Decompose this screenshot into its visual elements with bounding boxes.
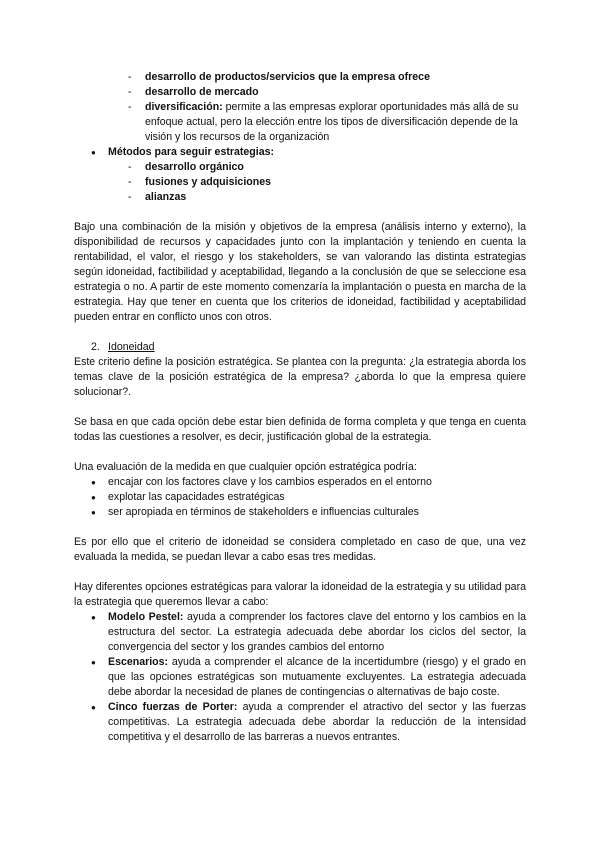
list-item: ● explotar las capacidades estratégicas — [91, 490, 526, 505]
methods-list — [74, 145, 526, 160]
methods-sublist — [74, 160, 526, 205]
list-item: ● ser apropiada en términos de stakeholders e influencias culturales — [91, 505, 526, 520]
tool-text: ayuda a comprender el atractivo del sector y las fuerzas competitivas. La estrategia adecuada debe abordar la reducción de la intensidad competitiva y el desarrollo de las barreras a nuevos entrantes. — [108, 701, 526, 743]
evaluation-list — [74, 475, 526, 520]
methods-label: Métodos para seguir estrategias: — [108, 146, 275, 158]
evaluation-intro: Una evaluación de la medida en que cualquier opción estratégica podría: — [74, 461, 417, 473]
list-item — [128, 175, 526, 190]
tool-text: ayuda a comprender el alcance de la incertidumbre (riesgo) y el grado en que las opciones estratégicas son mutuamente excluyentes. La estrategia adecuada debe abordar la necesidad de planes de contingencias o alternativas de bajo coste. — [108, 656, 526, 698]
list-item — [128, 100, 526, 145]
criterion-paragraph: Este criterio define la posición estratégica. Se plantea con la pregunta: ¿la estrategia aborda los temas clave de la posición estratégica de la empresa? ¿aborda lo que la empresa quiere solucionar?. — [74, 356, 526, 398]
section-title: Idoneidad — [108, 341, 155, 353]
complete-paragraph: Es por ello que el criterio de idoneidad se considera completado en caso de que, una vez evaluada la medida, se puedan llevar a cabo esas tres medidas. — [74, 536, 526, 563]
tool-label: Modelo Pestel: — [108, 611, 184, 623]
intro-paragraph: Bajo una combinación de la misión y objetivos de la empresa (análisis interno y externo), la disponibilidad de recursos y capacidades junto con la implantación y teniendo en cuenta la rentabilidad, el valor, el riesgo y los stakeholders, se van valorando las distinta estrategias según idoneidad, factibilidad y aceptabilidad, llegando a la conclusión de que se seleccione esa estrategia o no. A partir de este momento comenzaría la implantación o puesta en marcha de la estrategia. Hay que tener en cuenta que los criterios de idoneidad, factibilidad y aceptabilidad pueden entrar en conflicto unos con otros. — [74, 221, 526, 323]
section-number: 2. — [91, 341, 100, 353]
list-item — [91, 145, 526, 160]
tools-list — [74, 610, 526, 745]
list-item — [91, 700, 526, 745]
tool-text: ayuda a comprender los factores clave del entorno y los cambios en la estructura del sector. La estrategia adecuada debe abordar los ciclos del sector, la convergencia del sector y los grandes cambios del entorno — [108, 611, 526, 653]
method-item: desarrollo orgánico — [145, 161, 244, 173]
growth-options-list — [74, 70, 526, 145]
item-label: diversificación: — [145, 101, 223, 113]
list-item — [128, 70, 526, 85]
item-label: desarrollo de mercado — [145, 86, 259, 98]
tool-label: Escenarios: — [108, 656, 169, 668]
list-item — [91, 655, 526, 700]
section-heading — [74, 340, 526, 355]
method-item: fusiones y adquisiciones — [145, 176, 271, 188]
tool-label: Cinco fuerzas de Porter: — [108, 701, 238, 713]
list-item — [128, 190, 526, 205]
list-item: ● encajar con los factores clave y los cambios esperados en el entorno — [91, 475, 526, 490]
list-item — [91, 610, 526, 655]
item-text: permite a las empresas explorar oportunidades más allá de su enfoque actual, pero la elección entre los tipos de diversificación depende de la visión y los recursos de la organización — [145, 101, 519, 143]
options-intro: Hay diferentes opciones estratégicas para valorar la idoneidad de la estrategia y su utilidad para la estrategia que queremos llevar a cabo: — [74, 581, 526, 608]
document-page — [74, 70, 526, 745]
list-item — [128, 85, 526, 100]
item-label: desarrollo de productos/servicios que la empresa ofrece — [145, 71, 430, 83]
basis-paragraph: Se basa en que cada opción debe estar bien definida de forma completa y que tenga en cuenta todas las cuestiones a resolver, es decir, justificación global de la estrategia. — [74, 416, 526, 443]
method-item: alianzas — [145, 191, 187, 203]
list-item — [128, 160, 526, 175]
